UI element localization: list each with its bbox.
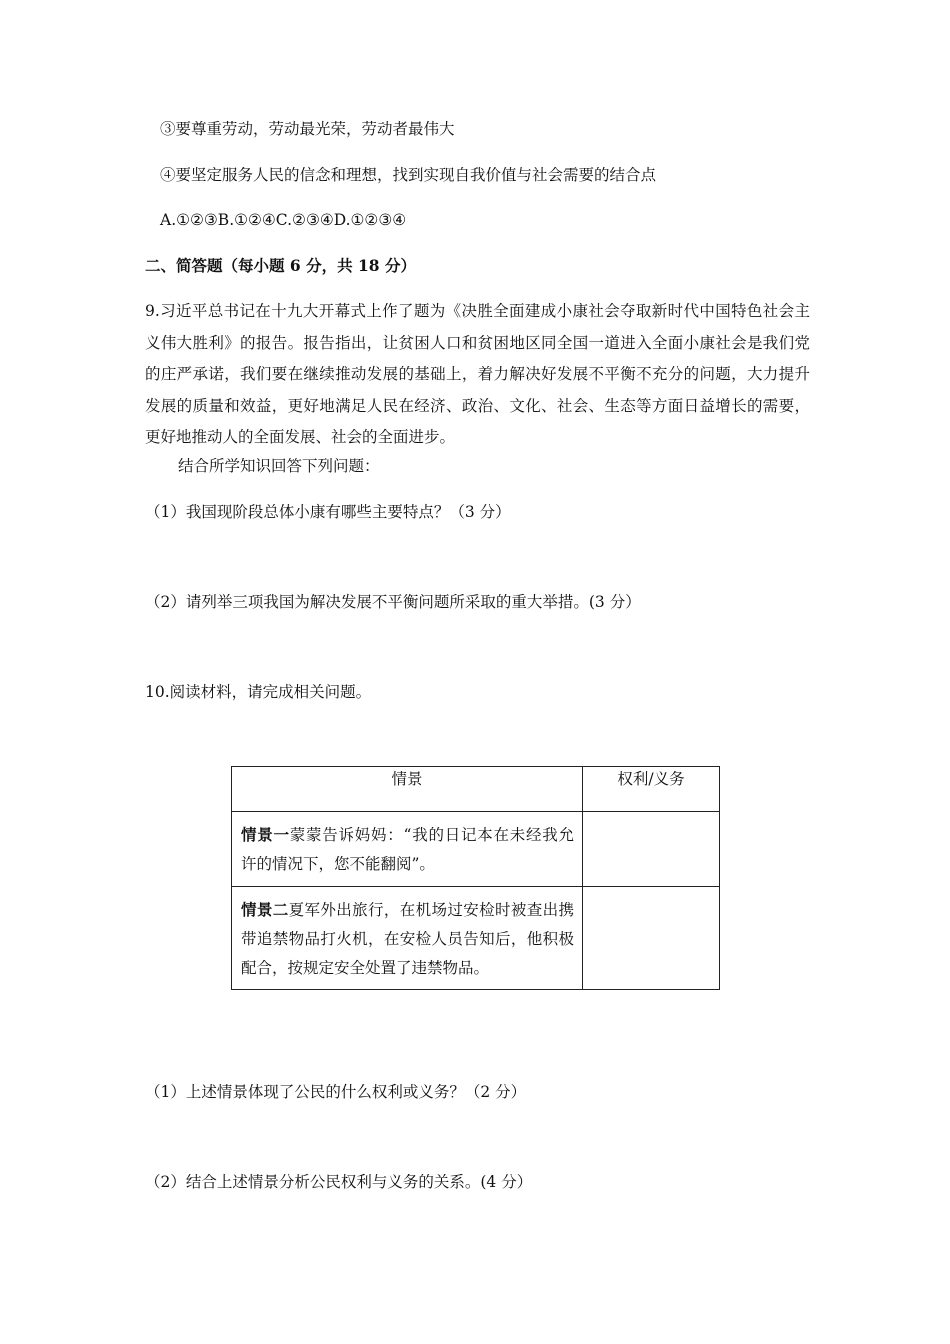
scenario-label: 情景二	[241, 900, 289, 919]
q10-subquestion-1: （1）上述情景体现了公民的什么权利或义务？（2 分）	[145, 1083, 527, 1101]
q9-subquestion-2: （2）请列举三项我国为解决发展不平衡问题所采取的重大举措。(3 分）	[145, 593, 641, 611]
answer-cell	[583, 812, 720, 887]
header-rights-duties: 权利/义务	[583, 767, 720, 812]
q9-material: 9.习近平总书记在十九大开幕式上作了题为《决胜全面建成小康社会夺取新时代中国特色社会主义伟大胜利》的报告。报告指出，让贫困人口和贫困地区同全国一道进入全面小康社会是我们党的庄严承诺，我们要在继续推动发展的基础上，着力解决好发展不平衡不充分的问题，大力提升发展的质量和效益，更好地满足人民在经济、政治、文化、社会、生态等方面日益增长的需要，更好地推动人的全面发展、社会的全面进步。	[145, 302, 810, 446]
scenario-text: 蒙蒙告诉妈妈：“我的日记本在未经我允许的情况下，您不能翻阅”。	[241, 826, 574, 873]
option-item-3: ③要尊重劳动，劳动最光荣，劳动者最伟大	[160, 120, 455, 138]
q9-subquestion-1: （1）我国现阶段总体小康有哪些主要特点？（3 分）	[145, 503, 511, 521]
answer-cell	[583, 887, 720, 990]
scenario-label: 情景一	[241, 825, 290, 844]
q9-prompt: 结合所学知识回答下列问题：	[178, 457, 380, 475]
scenario-text: 夏军外出旅行，在机场过安检时被查出携带追禁物品打火机，在安检人员告知后，他积极配合，按规定安全处置了违禁物品。	[241, 901, 574, 977]
scenario-cell	[232, 812, 583, 887]
table-row	[232, 887, 720, 990]
answer-choices: A.①②③B.①②④C.②③④D.①②③④	[160, 211, 407, 229]
option-item-4: ④要坚定服务人民的信念和理想，找到实现自我价值与社会需要的结合点	[160, 166, 657, 184]
header-scenario: 情景	[232, 767, 583, 812]
q10-subquestion-2: （2）结合上述情景分析公民权利与义务的关系。(4 分）	[145, 1173, 533, 1191]
q10-intro: 10.阅读材料，请完成相关问题。	[145, 683, 372, 701]
scenario-cell	[232, 887, 583, 990]
scenario-table	[231, 766, 720, 990]
table-row	[232, 812, 720, 887]
section-title: 二、简答题（每小题 6 分，共 18 分）	[145, 256, 416, 275]
table-header-row	[232, 767, 720, 812]
